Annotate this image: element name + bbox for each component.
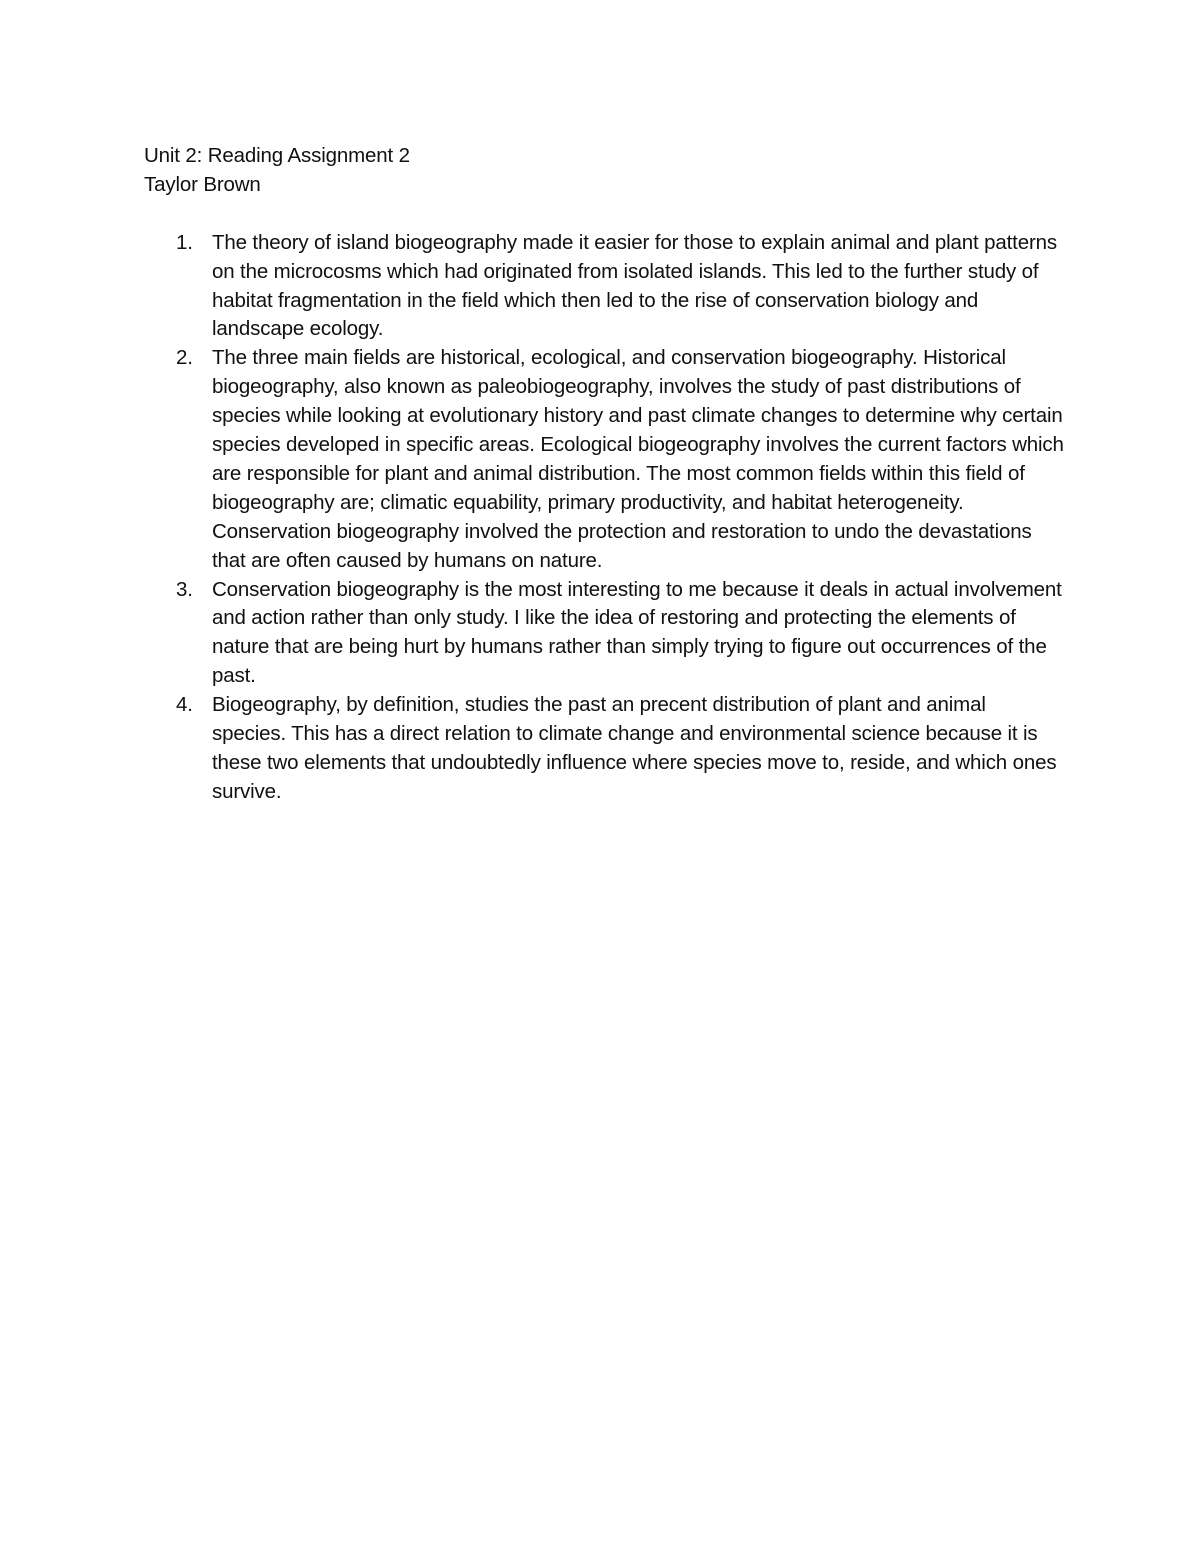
list-item-text: The three main fields are historical, ecological, and conservation biogeography. Historical biogeography, also known as paleobiogeography, involves the study of past distributions of species while looking at evolutionary history and past climate changes to determine why certain species developed in specific areas. Ecological biogeography involves the current factors which are responsible for plant and animal distribution. The most common fields within this field of biogeography are; climatic equability, primary productivity, and habitat heterogeneity. Conservation biogeography involved the protection and restoration to undo the devastations that are often caused by humans on nature. — [212, 346, 1064, 572]
answer-list — [144, 229, 1064, 807]
document-body — [144, 142, 1064, 807]
author-name: Taylor Brown — [144, 172, 261, 196]
list-item — [144, 691, 1064, 807]
list-item-number: 3. — [176, 577, 193, 601]
list-item — [144, 344, 1064, 575]
blank-line — [144, 200, 1064, 229]
list-item-number: 2. — [176, 346, 193, 370]
list-item — [144, 229, 1064, 345]
list-item-number: 1. — [176, 230, 193, 254]
list-item-number: 4. — [176, 693, 193, 717]
document-title: Unit 2: Reading Assignment 2 — [144, 144, 410, 167]
list-item-text: Conservation biogeography is the most interesting to me because it deals in actual involvement and action rather than only study. I like the idea of restoring and protecting the elements of nature that are being hurt by humans rather than simply trying to figure out occurrences of the past. — [212, 577, 1062, 688]
list-item-text: Biogeography, by definition, studies the past an precent distribution of plant and animal species. This has a direct relation to climate change and environmental science because it is these two elements that undoubtedly influence where species move to, reside, and which ones survive. — [212, 693, 1057, 803]
list-item-text: The theory of island biogeography made it easier for those to explain animal and plant patterns on the microcosms which had originated from isolated islands. This led to the further study of habitat fragmentation in the field which then led to the rise of conservation biology and landscape ecology. — [212, 230, 1057, 341]
list-item — [144, 576, 1064, 692]
